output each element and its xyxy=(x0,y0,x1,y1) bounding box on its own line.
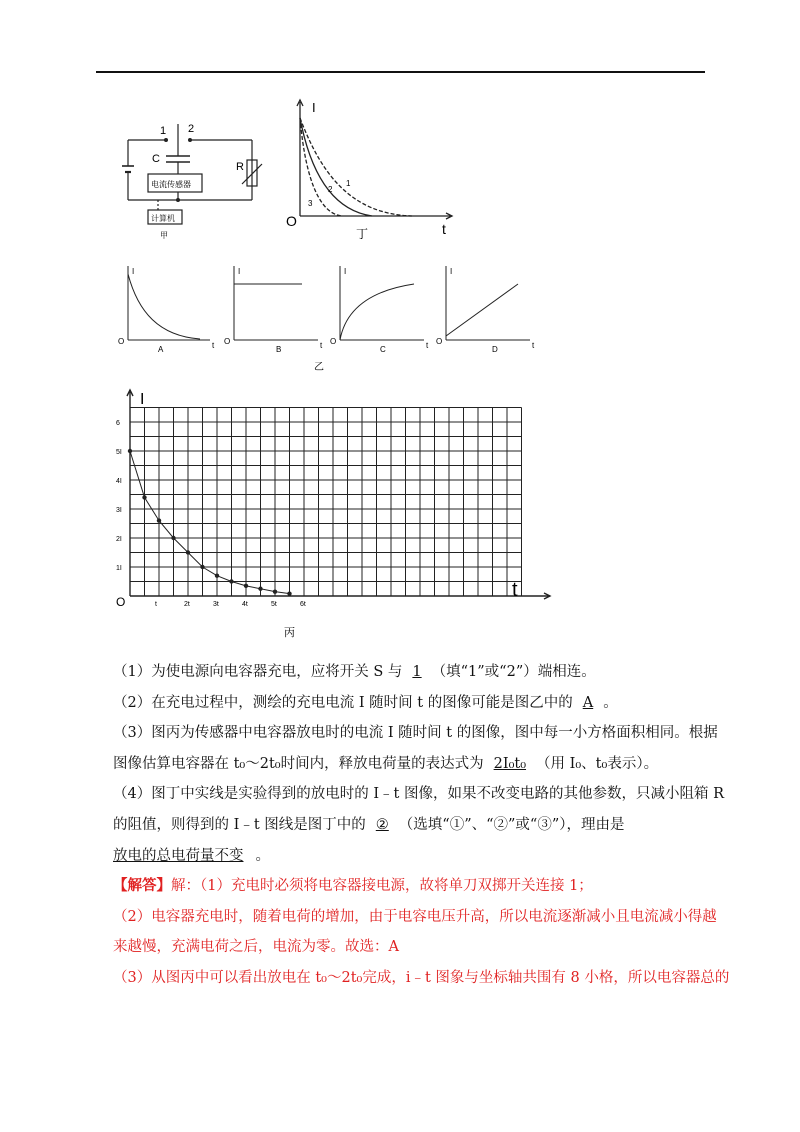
panel-b-y-label: I xyxy=(238,267,241,276)
question-4-line-3 xyxy=(113,846,713,866)
panel-b-origin: O xyxy=(224,337,231,346)
question-3-line-1 xyxy=(113,723,718,743)
q4-text-end: （选填“①”、“②”或“③”），理由是 xyxy=(398,817,625,833)
panel-a-y-label: I xyxy=(132,267,135,276)
data-point xyxy=(215,574,219,578)
header-rule xyxy=(96,71,705,73)
q3-answer-blank: 2I₀t₀ xyxy=(493,756,527,772)
q3-text-end: （用 I₀、t₀表示）。 xyxy=(536,756,659,772)
q3-text-2: 图像估算电容器在 t₀～2t₀时间内，释放电荷量的表达式为 xyxy=(113,756,484,772)
q1-answer-blank: 1 xyxy=(412,664,422,680)
data-point xyxy=(258,587,262,591)
q2-text-end: 。 xyxy=(603,695,618,711)
q3-text: （3）图丙为传感器中电容器放电时的电流 I 随时间 t 的图像，图中每一小方格面积相同。根据 xyxy=(113,725,718,741)
ding-y-axis-label: I xyxy=(312,100,316,115)
data-point xyxy=(273,589,277,593)
question-4-line-2 xyxy=(113,815,713,835)
panel-c-y-label: I xyxy=(344,267,347,276)
data-point xyxy=(171,536,175,540)
q2-text: （2）在充电过程中，测绘的充电电流 I 随时间 t 的图像可能是图乙中的 xyxy=(113,695,573,711)
q4-end: 。 xyxy=(255,848,270,864)
answer-line-3 xyxy=(113,937,713,957)
q1-text-end: （填“1”或“2”）端相连。 xyxy=(431,664,596,680)
x-tick-label: 6t xyxy=(300,601,306,608)
figure-ding-caption: 丁 xyxy=(356,227,369,241)
figure-ding xyxy=(282,96,460,242)
sensor-label: 电流传感器 xyxy=(151,180,191,189)
panel-d-label: D xyxy=(492,345,498,354)
discharge-curve xyxy=(130,451,290,594)
data-point xyxy=(157,518,161,522)
figure-jia-circuit xyxy=(118,118,278,242)
panel-d-x-label: t xyxy=(532,341,535,350)
ding-curve-3-label: 3 xyxy=(308,199,313,208)
q1-text: （1）为使电源向电容器充电，应将开关 S 与 xyxy=(113,664,403,680)
q2-answer-blank: A xyxy=(582,695,594,711)
answer-1-text: 解：（1）充电时必须将电容器接电源，故将单刀双掷开关连接 1； xyxy=(171,878,593,894)
q4-text: （4）图丁中实线是实验得到的放电时的 I﹣t 图像，如果不改变电路的其他参数，只减小阻箱 R xyxy=(113,786,725,802)
answer-2-text: （2）电容器充电时，随着电荷的增加，由于电容电压升高，所以电流逐渐减小且电流减小得越 xyxy=(113,909,717,925)
figure-yi xyxy=(114,262,544,374)
x-tick-label: 4t xyxy=(242,601,248,608)
figure-bing-chart xyxy=(112,386,552,642)
data-point xyxy=(186,550,190,554)
y-tick-label: 1I xyxy=(116,565,122,572)
data-point xyxy=(200,565,204,569)
data-point xyxy=(287,591,291,595)
y-tick-label: 2I xyxy=(116,536,122,543)
panel-b-x-label: t xyxy=(320,341,323,350)
data-point xyxy=(229,579,233,583)
answer-2-text-2: 来越慢，充满电荷之后，电流为零。故选：A xyxy=(113,939,399,955)
panel-a-label: A xyxy=(158,345,164,354)
q4-text-2: 的阻值，则得到的 I﹣t 图线是图丁中的 xyxy=(113,817,366,833)
answer-line-1 xyxy=(113,876,713,896)
x-tick-label: t xyxy=(155,601,157,608)
bing-origin-label: O xyxy=(116,595,126,609)
capacitor-label: C xyxy=(152,153,160,165)
data-point xyxy=(142,495,146,499)
computer-label: 计算机 xyxy=(151,214,175,223)
x-tick-label: 2t xyxy=(184,601,190,608)
switch-2-label: 2 xyxy=(188,123,195,135)
answer-tag: 【解答】 xyxy=(113,877,171,894)
y-tick-label: 6 xyxy=(116,420,120,427)
data-point xyxy=(128,449,132,453)
answer-line-2 xyxy=(113,907,717,927)
figure-jia-caption: 甲 xyxy=(160,231,168,240)
bing-y-axis-label: I xyxy=(140,391,145,408)
ding-origin-label: O xyxy=(286,213,297,229)
y-tick-label: 4I xyxy=(116,478,122,485)
y-tick-label: 3I xyxy=(116,507,122,514)
y-tick-label: 5I xyxy=(116,449,122,456)
question-1 xyxy=(113,662,713,682)
panel-c-origin: O xyxy=(330,337,337,346)
figure-bing-caption: 丙 xyxy=(284,627,295,639)
question-2 xyxy=(113,693,713,713)
bing-x-axis-label: t xyxy=(512,579,518,601)
answer-line-4 xyxy=(113,968,730,988)
panel-c-x-label: t xyxy=(426,341,429,350)
panel-c-label: C xyxy=(380,345,386,354)
panel-b-label: B xyxy=(276,345,282,354)
ding-curve-1-label: 1 xyxy=(346,179,351,188)
question-3-line-2 xyxy=(113,754,713,774)
panel-a-x-label: t xyxy=(212,341,215,350)
x-tick-label: 5t xyxy=(271,601,277,608)
panel-d-y-label: I xyxy=(450,267,453,276)
panel-d-origin: O xyxy=(436,337,443,346)
q4-answer-blank: ② xyxy=(375,817,389,833)
ding-curve-2-label: 2 xyxy=(328,185,333,194)
answer-3-text: （3）从图丙中可以看出放电在 t₀～2t₀完成，i﹣t 图象与坐标轴共围有 8 小格，所以电容器总的 xyxy=(113,970,730,986)
switch-1-label: 1 xyxy=(160,125,167,137)
question-4-line-1 xyxy=(113,784,725,804)
data-point xyxy=(244,584,248,588)
ding-x-axis-label: t xyxy=(442,221,446,237)
resistor-label: R xyxy=(236,161,244,173)
panel-a-origin: O xyxy=(118,337,125,346)
q4-reason-blank: 放电的总电荷量不变 xyxy=(113,848,244,864)
figure-yi-caption: 乙 xyxy=(314,362,324,373)
x-tick-label: 3t xyxy=(213,601,219,608)
